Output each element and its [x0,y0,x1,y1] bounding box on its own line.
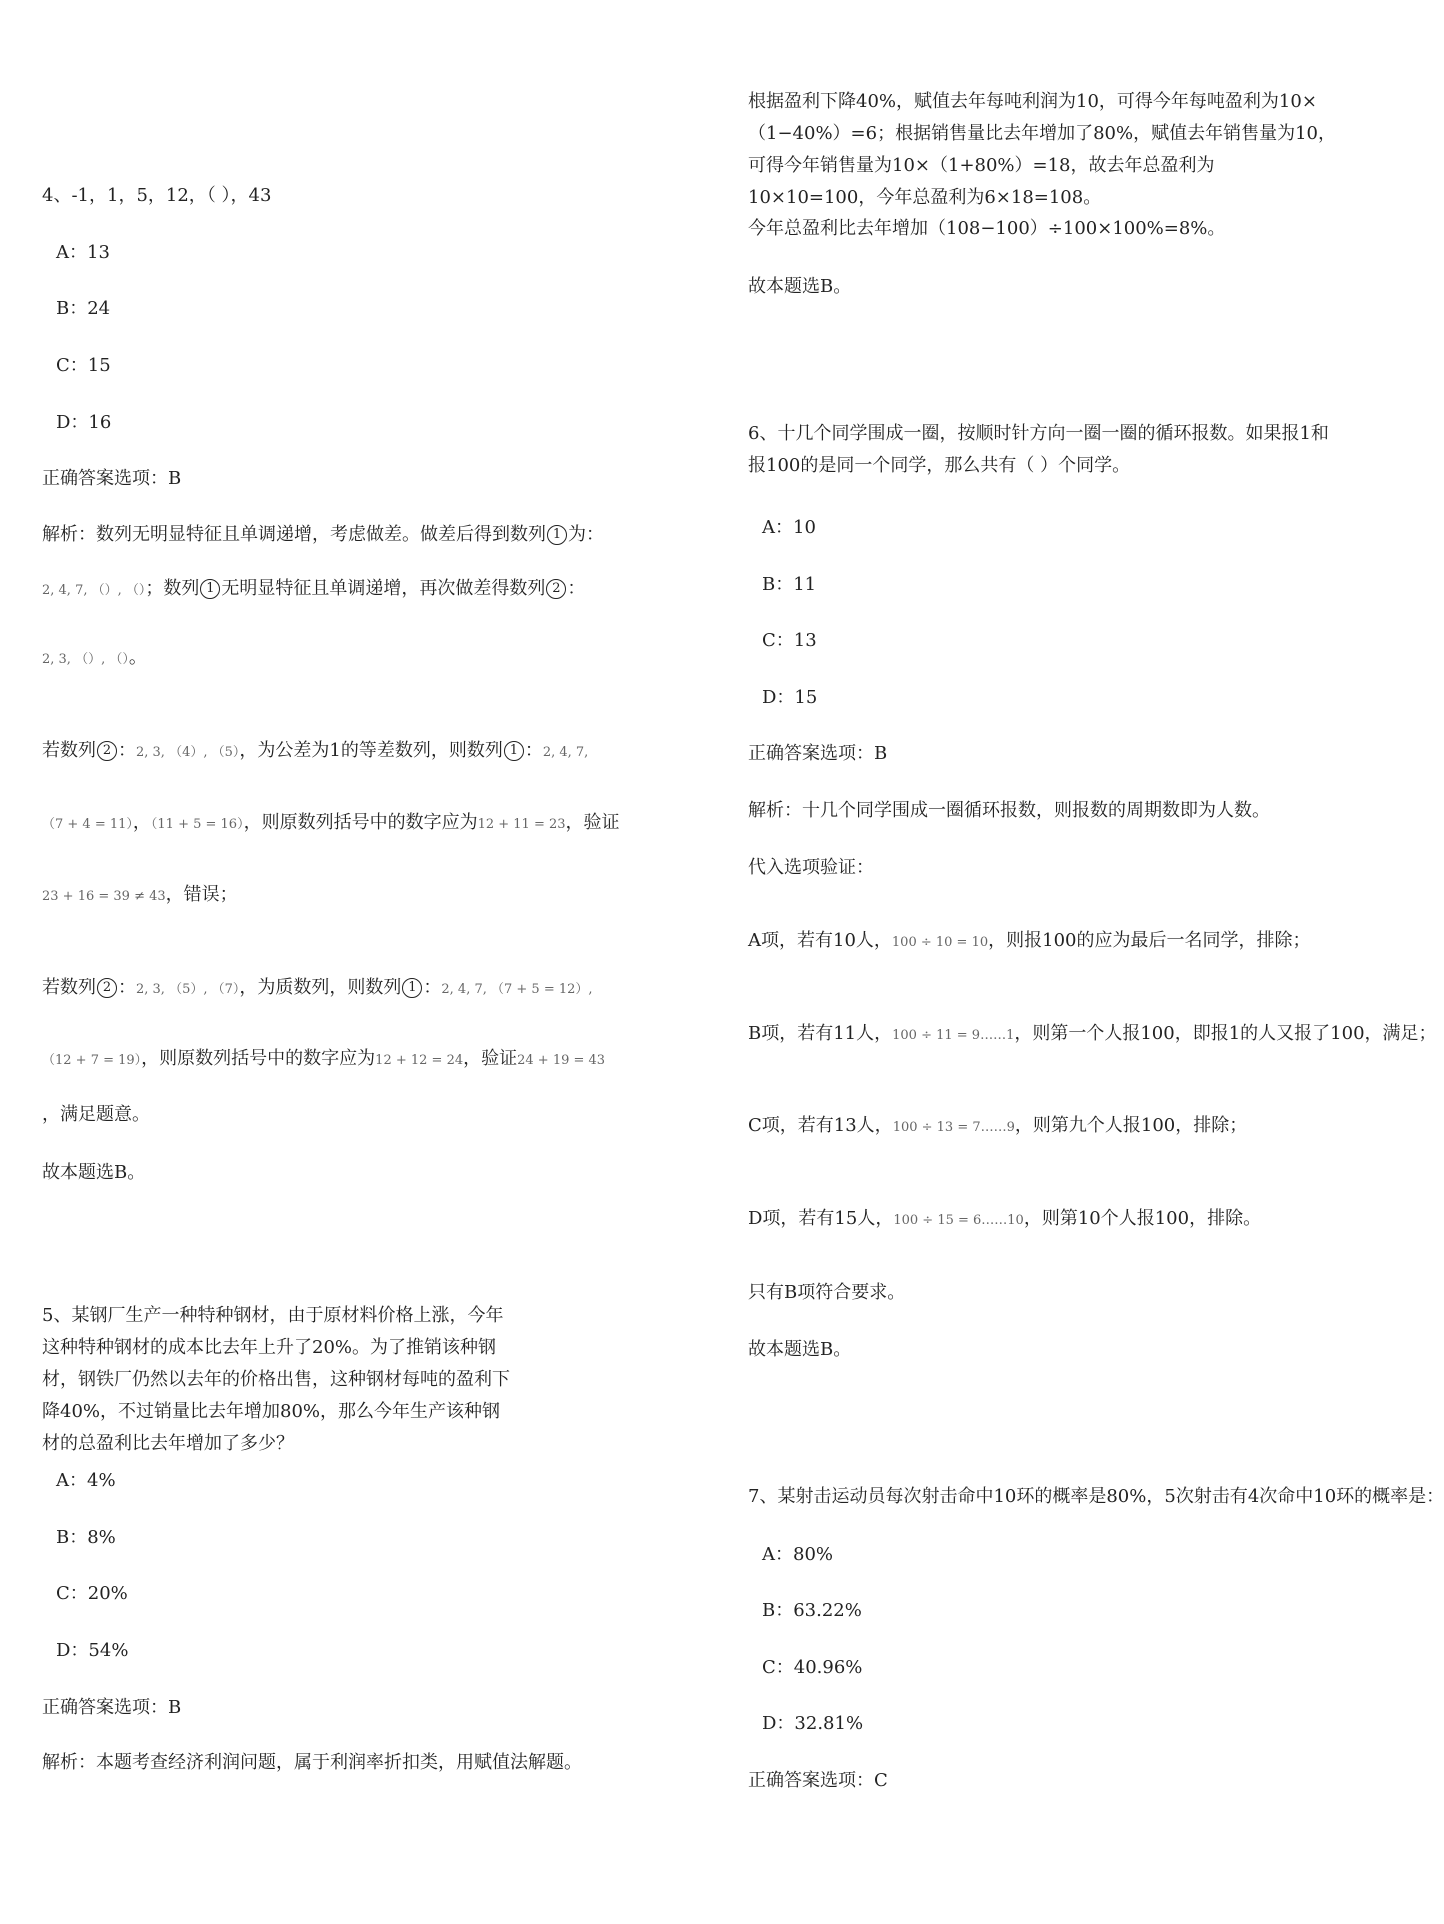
circled-number-1: 1 [402,978,422,998]
q5-analysis: 解析：本题考查经济利润问题，属于利润率折扣类，用赋值法解题。 [42,1752,582,1773]
circled-number-2: 2 [97,741,117,761]
q4-case2-math-a: （12 + 7 = 19） [42,1053,142,1068]
q6-option-b: B：11 [762,574,817,595]
q4-case1-mid: ，为公差为1的等差数列，则数列 [239,740,503,761]
q6-option-d-check [748,1206,1261,1234]
q4-case2-line2 [42,1046,605,1074]
q5-option-b: B：8% [56,1527,116,1548]
q6-a-math: 100 ÷ 10 = 10 [891,935,989,950]
q4-seq2-line [42,645,147,673]
q4-case1-math-b: （11 + 5 = 16） [150,817,244,832]
q7-option-d: D：32.81% [762,1713,864,1734]
q6-b-math: 100 ÷ 11 = 9……1 [892,1028,1015,1043]
q4-seq2: 2, 3, （）, （） [42,652,129,667]
circled-number-1: 1 [200,579,220,599]
q6-b-post: ，则第一个人报100，即报1的人又报了100，满足； [1014,1023,1437,1044]
q6-a-pre: A项，若有10人， [748,930,892,951]
q7-stem: 7、某射击运动员每次射击命中10环的概率是80%，5次射击有4次命中10环的概率是： [748,1486,1444,1507]
q4-case2-text: ，则原数列括号中的数字应为 [141,1048,376,1069]
q4-case1-end: ，验证 [565,812,620,833]
q5-option-d: D：54% [56,1640,129,1661]
q6-only-b: 只有B项符合要求。 [748,1282,906,1303]
q7-answer: 正确答案选项：C [748,1770,888,1791]
q6-answer: 正确答案选项：B [748,743,888,764]
q4-colon: ： [118,740,136,761]
q6-option-b-check [748,1021,1437,1049]
q4-seq2-end: 。 [128,647,147,668]
q4-case1-math-d: 23 + 16 = 39 ≠ 43 [42,889,166,904]
q6-d-math: 100 ÷ 15 = 6……10 [893,1213,1024,1228]
q4-analysis-intro [42,522,604,548]
q4-case2-seq1: 2, 4, 7, （7 + 5 = 12）, [441,982,593,997]
q5-stem: 5、某钢厂生产一种特种钢材，由于原材料价格上涨，今年这种特种钢材的成本比去年上升了20%。为了推销该种钢材，钢铁厂仍然以去年的价格出售，这种钢材每吨的盈利下降40%，不过销量比去年增加80%，那么今年生产该种钢材的总盈利比去年增加了多少？ [42,1305,510,1454]
q4-case1-seq: 2, 3, （4）, （5） [136,745,240,760]
q6-stem: 6、十几个同学围成一圈，按顺时针方向一圈一圈的循环报数。如果报1和报100的是同一个同学，那么共有（ ）个同学。 [748,423,1329,476]
q6-conclusion: 故本题选B。 [748,1339,852,1360]
q6-verify: 代入选项验证： [748,857,874,878]
circled-number-2: 2 [546,579,566,599]
q6-option-c-check [748,1113,1247,1141]
q7-option-c: C：40.96% [762,1657,863,1678]
q4-case2-prefix: 若数列 [42,977,96,998]
q6-b-pre: B项，若有11人， [748,1023,893,1044]
q4-option-c: C：15 [56,355,111,376]
q4-analysis-end: 为： [568,524,604,545]
q6-c-post: ，则第九个人报100，排除； [1014,1115,1248,1136]
q4-stem: 4、-1，1，5，12，（ ），43 [42,185,272,206]
q6-option-c: C：13 [762,630,817,651]
q6-c-pre: C项，若有13人， [748,1115,893,1136]
q4-answer: 正确答案选项：B [42,468,182,489]
q4-option-a: A：13 [56,242,110,263]
q6-c-math: 100 ÷ 13 = 7……9 [892,1120,1015,1135]
q4-option-b: B：24 [56,298,111,319]
q4-case2-line1 [42,975,593,1003]
q6-a-post: ，则报100的应为最后一名同学，排除； [988,930,1311,951]
q6-analysis: 解析：十几个同学围成一圈循环报数，则报数的周期数即为人数。 [748,800,1270,821]
q5-answer: 正确答案选项：B [42,1697,182,1718]
q4-case1-prefix: 若数列 [42,740,96,761]
q5-option-c: C：20% [56,1583,128,1604]
q4-case1-line2: （7 + 4 = 11），（11 + 5 = 16），则原数列括号中的数字应为12 + 11 = 23，验证 [42,812,620,833]
q6-d-post: ，则第10个人报100，排除。 [1023,1208,1262,1229]
q5-analysis-calc: 今年总盈利比去年增加（108−100）÷100×100%=8%。 [748,218,1226,239]
q4-case1-text: ，则原数列括号中的数字应为 [243,812,478,833]
q4-case2-verify: ，验证 [463,1048,518,1069]
q4-case1-math-a: （7 + 4 = 11） [42,817,133,832]
q4-conclusion: 故本题选B。 [42,1162,146,1183]
q6-option-d: D：15 [762,687,818,708]
q4-colon: ： [524,740,543,761]
q5-option-a: A：4% [56,1470,116,1491]
q5-analysis-cont: 根据盈利下降40%，赋值去年每吨利润为10，可得今年每吨盈利为10×（1−40%）=6；根据销售量比去年增加了80%，赋值去年销售量为10，可得今年销售量为10×（1+80%）=18，故去年总盈利为10×10=100，今年总盈利为6×18=108。 [748,91,1336,208]
circled-number-1: 1 [504,741,524,761]
q4-case1-math-c: 12 + 11 = 23 [477,817,566,832]
q4-case2-line3: ，满足题意。 [42,1104,150,1125]
q4-option-d: D：16 [56,412,112,433]
q4-case1-wrong: ，错误； [165,884,238,905]
q4-seq1-text: ；数列 [145,578,200,599]
q4-analysis-text: 解析：数列无明显特征且单调递增，考虑做差。做差后得到数列 [42,524,546,545]
q5-conclusion: 故本题选B。 [748,276,852,297]
q4-case2-seq: 2, 3, （5）, （7） [136,982,240,997]
q7-option-b: B：63.22% [762,1600,862,1621]
q4-case2-math-c: 24 + 19 = 43 [517,1053,606,1068]
q4-case1-line1 [42,738,588,766]
circled-number-2: 2 [97,978,117,998]
q4-case1-line3 [42,882,238,910]
q7-option-a: A：80% [762,1544,834,1565]
q6-option-a-check [748,928,1310,956]
q4-case2-mid: ，为质数列，则数列 [239,977,402,998]
circled-number-1: 1 [547,525,567,545]
q4-seq1-text2: 无明显特征且单调递增，再次做差得数列 [221,578,546,599]
q4-colon: ： [567,578,586,599]
q4-seq1-line [42,576,585,604]
q4-case1-seq1: 2, 4, 7, [542,745,589,760]
q6-d-pre: D项，若有15人， [748,1208,894,1229]
q6-option-a: A：10 [762,517,816,538]
q4-colon: ： [423,977,442,998]
q4-case2-math-b: 12 + 12 = 24 [375,1053,464,1068]
q4-colon: ： [118,977,136,998]
q4-seq1: 2, 4, 7, （）, （） [42,583,146,598]
